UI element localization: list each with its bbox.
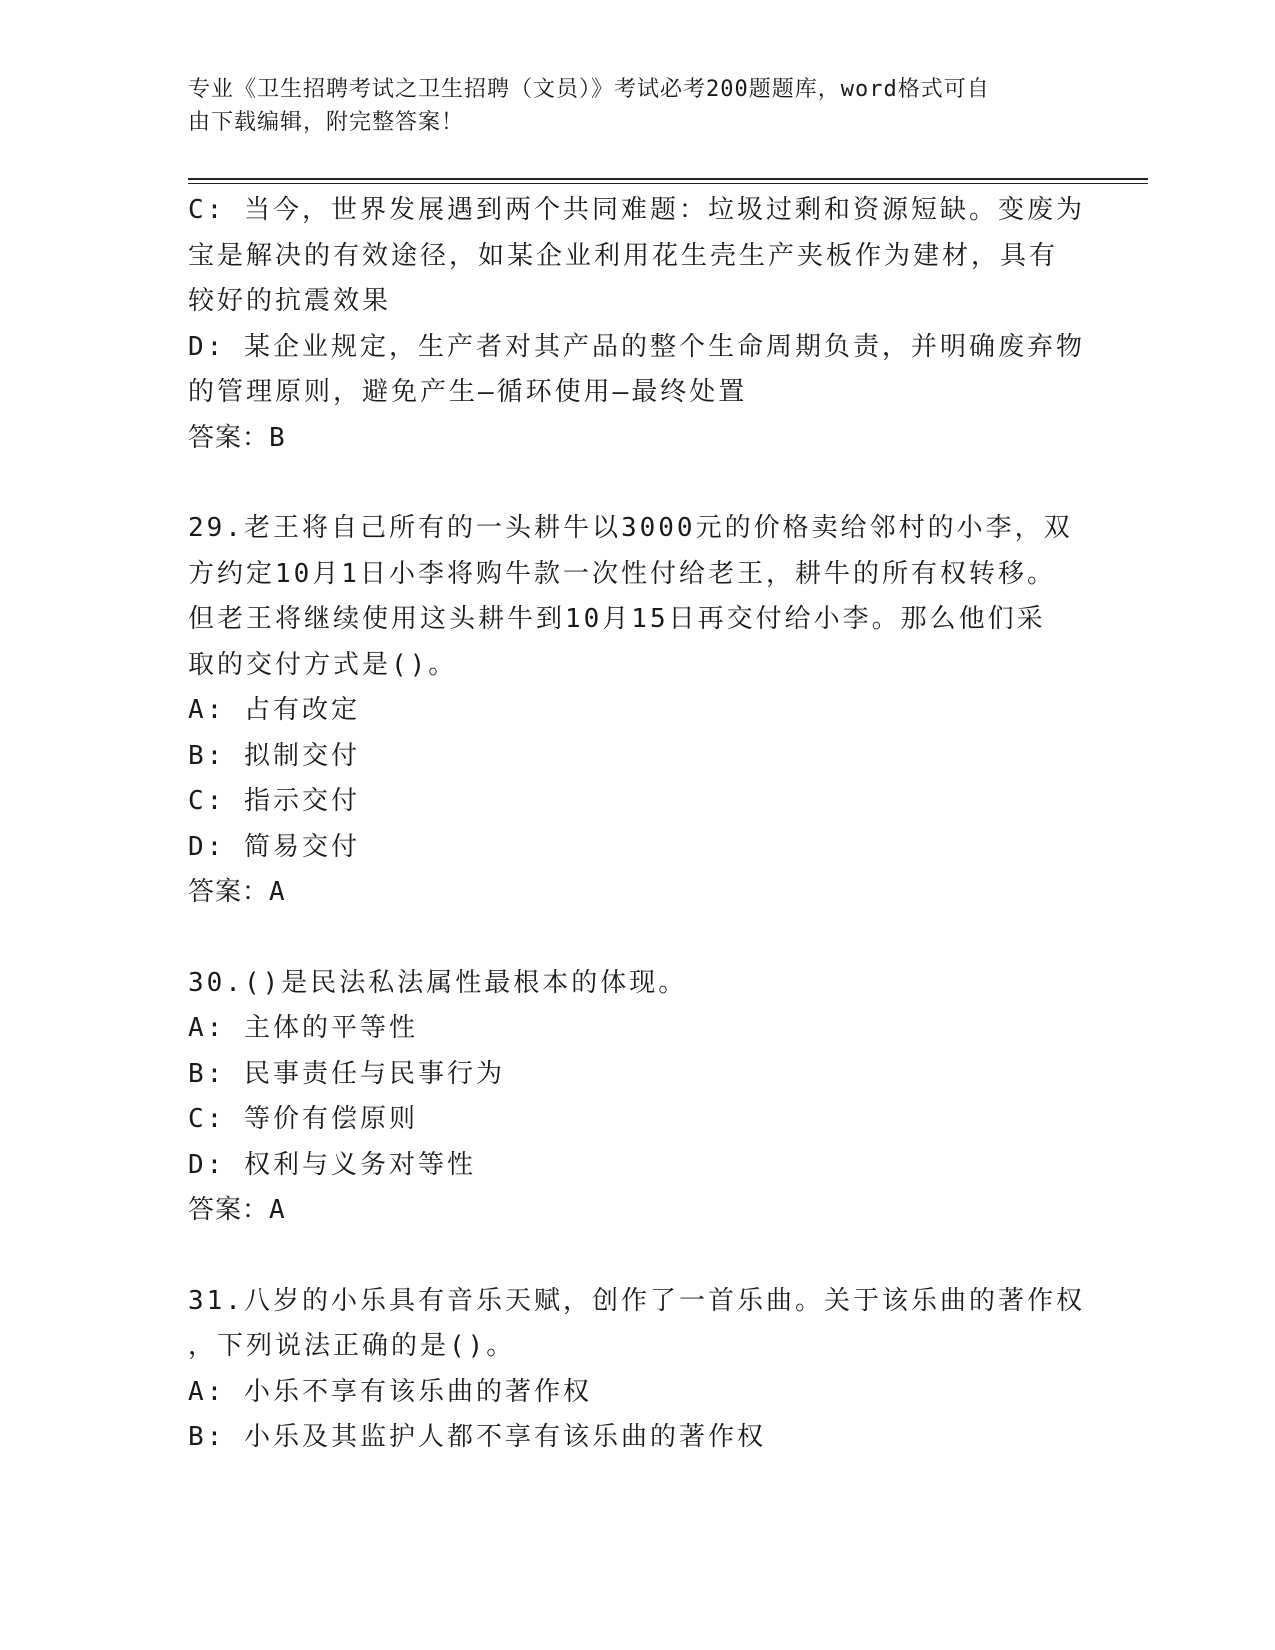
question-30-option-a: A: 主体的平等性 xyxy=(188,1013,418,1043)
question-29-option-a: A: 占有改定 xyxy=(188,695,360,725)
question-28-option-c-line-2: 宝是解决的有效途径，如某企业利用花生壳生产夹板作为建材，具有 xyxy=(188,240,1059,271)
spacer xyxy=(188,1234,1098,1279)
question-28-option-d-line-2: 的管理原则，避免产生—循环使用—最终处置 xyxy=(188,377,748,407)
header-line-1: 专业《卫生招聘考试之卫生招聘（文员）》考试必考200题题库，word格式可自 xyxy=(188,77,990,102)
question-29-option-c: C: 指示交付 xyxy=(188,786,360,816)
document-body xyxy=(188,188,1098,1461)
question-30-answer: 答案：A xyxy=(188,1195,286,1225)
question-28-option-d-line-1: D: 某企业规定，生产者对其产品的整个生命周期负责，并明确废弃物 xyxy=(188,331,1085,362)
question-30-option-b: B: 民事责任与民事行为 xyxy=(188,1058,505,1089)
header-divider-thick xyxy=(188,178,1148,180)
header-line-2: 由下载编辑，附完整答案！ xyxy=(188,110,465,135)
question-28-option-c-line-3: 较好的抗震效果 xyxy=(188,286,392,316)
question-29-text-line-4: 取的交付方式是()。 xyxy=(188,649,458,680)
question-29-answer: 答案：A xyxy=(188,877,286,907)
question-29-text-line-1: 29.老王将自己所有的一头耕牛以3000元的价格卖给邻村的小李，双 xyxy=(188,513,1073,543)
spacer xyxy=(188,916,1098,961)
question-29-text-line-2: 方约定10月1日小李将购牛款一次性付给老王，耕牛的所有权转移。 xyxy=(188,558,1056,589)
question-31-option-b: B: 小乐及其监护人都不享有该乐曲的著作权 xyxy=(188,1422,766,1452)
question-28-option-c-line-1: C: 当今，世界发展遇到两个共同难题：垃圾过剩和资源短缺。变废为 xyxy=(188,195,1085,225)
question-30-option-c: C: 等价有偿原则 xyxy=(188,1104,418,1134)
question-31-option-a: A: 小乐不享有该乐曲的著作权 xyxy=(188,1376,592,1407)
question-29-option-b: B: 拟制交付 xyxy=(188,740,360,771)
spacer xyxy=(188,461,1098,506)
question-29-text-line-3: 但老王将继续使用这头耕牛到10月15日再交付给小李。那么他们采 xyxy=(188,604,1046,634)
header-divider-thin xyxy=(188,183,1148,184)
document-header xyxy=(188,73,1088,139)
question-28-answer: 答案：B xyxy=(188,422,286,453)
question-31-text-line-2: ，下列说法正确的是()。 xyxy=(188,1331,516,1361)
question-29-option-d: D: 简易交付 xyxy=(188,831,360,862)
question-30-option-d: D: 权利与义务对等性 xyxy=(188,1149,476,1180)
question-30-text: 30.()是民法私法属性最根本的体现。 xyxy=(188,967,688,998)
question-31-text-line-1: 31.八岁的小乐具有音乐天赋，创作了一首乐曲。关于该乐曲的著作权 xyxy=(188,1285,1085,1316)
